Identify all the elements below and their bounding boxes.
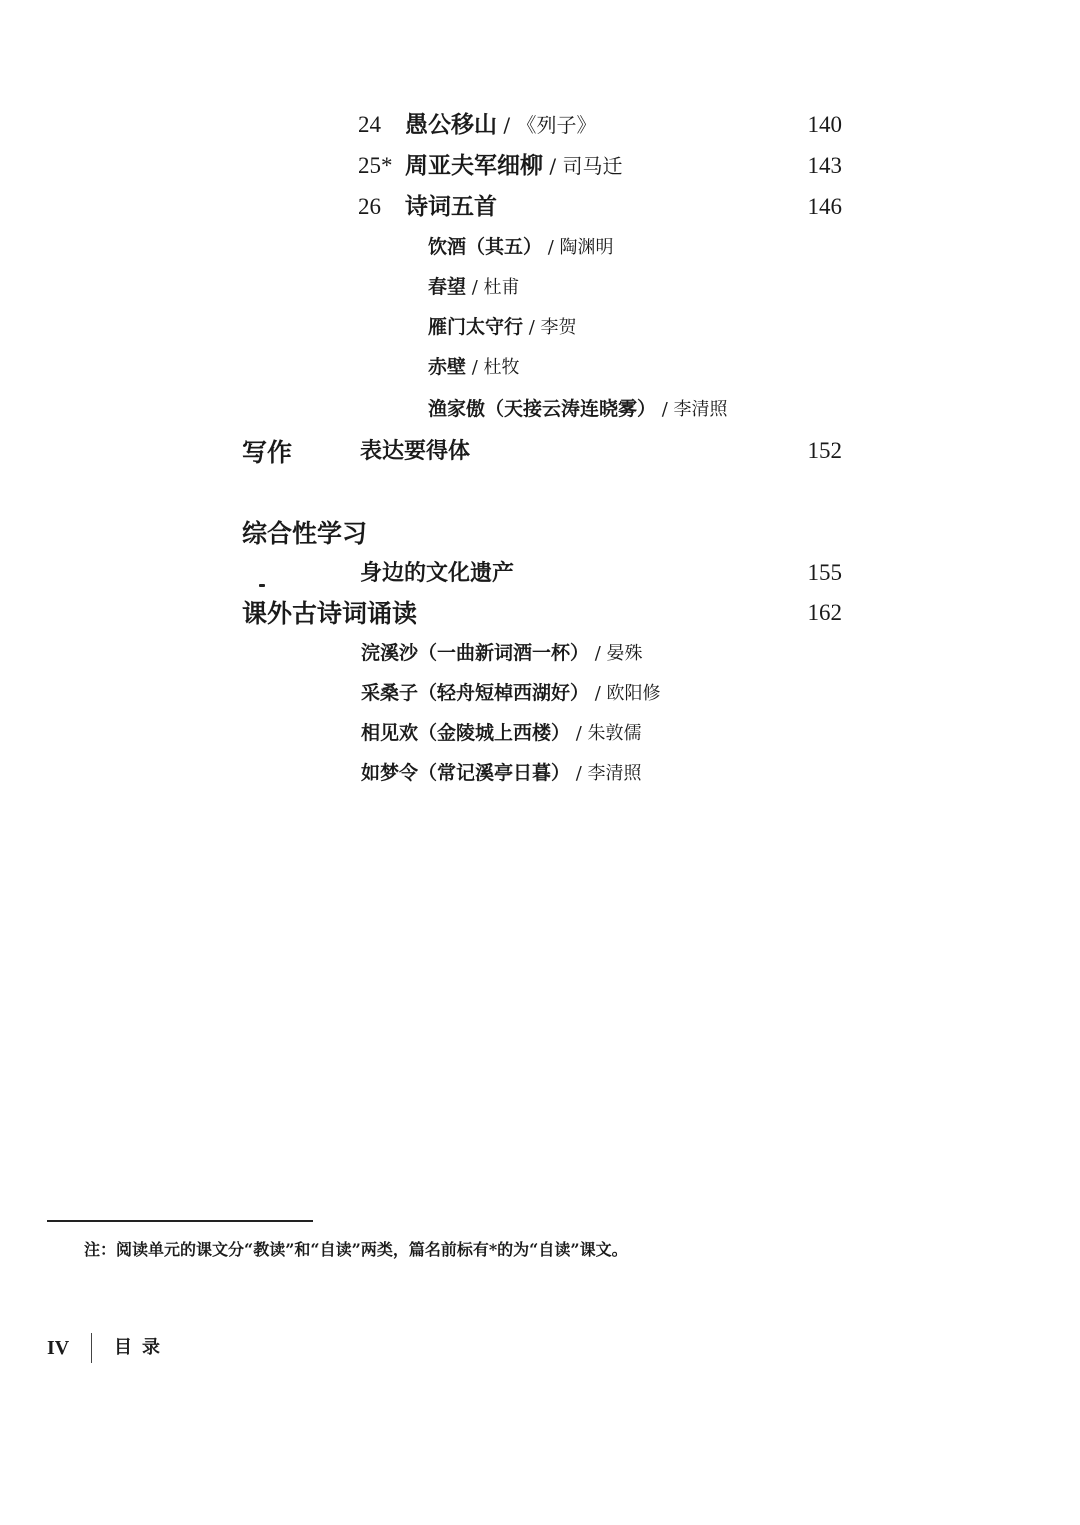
toc-page-number: 155 — [807, 560, 842, 585]
toc-poem-item — [428, 396, 728, 423]
lesson-number: 24 — [358, 112, 381, 137]
poem-title: 浣溪沙（一曲新词酒一杯） — [361, 642, 590, 664]
poem-title: 渔家傲（天接云涛连晓雾） — [428, 398, 657, 420]
poem-author: / 杜牧 — [466, 357, 520, 378]
page-number-roman: IV — [47, 1337, 70, 1359]
lesson-title: 诗词五首 — [405, 193, 497, 220]
lesson-number: 25* — [358, 153, 393, 178]
lesson-title: 周亚夫军细柳 — [405, 152, 543, 179]
toc-section-extra-reading: 课外古诗词诵读 — [242, 599, 418, 628]
toc-poem-item — [428, 314, 577, 341]
toc-poem-item — [428, 234, 614, 261]
toc-poem-item — [361, 720, 642, 747]
poem-title: 如梦令（常记溪亭日暮） — [361, 762, 571, 784]
lesson-separator: / — [497, 113, 517, 137]
lesson-author: 司马迁 — [562, 154, 623, 178]
toc-page-number: 152 — [807, 438, 842, 463]
lesson-author: 《列子》 — [516, 113, 597, 137]
lesson-number: 26 — [358, 194, 381, 219]
toc-page-number: 143 — [807, 153, 842, 178]
running-head: 目录 — [114, 1337, 170, 1358]
toc-lesson-26 — [358, 192, 497, 222]
poem-author: / 陶渊明 — [542, 237, 614, 258]
poem-title: 采桑子（轻舟短棹西湖好） — [361, 682, 590, 704]
toc-poem-item — [361, 640, 643, 667]
poem-author: / 晏殊 — [589, 643, 643, 664]
poem-author: / 朱敦儒 — [570, 723, 642, 744]
poem-author: / 杜甫 — [466, 277, 520, 298]
poem-title: 赤壁 — [428, 356, 467, 378]
footnote-rule — [47, 1220, 313, 1222]
toc-writing-title: 表达要得体 — [360, 438, 471, 464]
footnote: 注：阅读单元的课文分“教读”和“自读”两类，篇名前标有*的为“自读”课文。 — [84, 1240, 628, 1259]
poem-author: / 李清照 — [570, 763, 642, 784]
toc-lesson-24 — [358, 110, 596, 140]
poem-title: 相见欢（金陵城上西楼） — [361, 722, 571, 744]
scan-speck — [259, 584, 265, 587]
toc-section-comprehensive: 综合性学习 — [242, 519, 368, 548]
toc-poem-item — [428, 274, 520, 301]
folio-divider — [91, 1333, 92, 1363]
toc-poem-item — [361, 680, 661, 707]
poem-author: / 欧阳修 — [589, 683, 661, 704]
lesson-title: 愚公移山 — [405, 111, 497, 138]
poem-author: / 李贺 — [523, 317, 577, 338]
toc-page-number: 140 — [807, 112, 842, 137]
poem-author: / 李清照 — [656, 399, 728, 420]
toc-section-writing: 写作 — [242, 438, 293, 467]
toc-page-number: 162 — [807, 600, 842, 625]
toc-poem-item — [361, 760, 642, 787]
lesson-separator: / — [543, 154, 563, 178]
toc-poem-item — [428, 354, 520, 381]
toc-lesson-25 — [358, 151, 622, 181]
toc-page-number: 146 — [807, 194, 842, 219]
poem-title: 春望 — [428, 276, 467, 298]
toc-comprehensive-title: 身边的文化遗产 — [360, 560, 515, 586]
poem-title: 雁门太守行 — [428, 316, 524, 338]
poem-title: 饮酒（其五） — [428, 236, 543, 258]
